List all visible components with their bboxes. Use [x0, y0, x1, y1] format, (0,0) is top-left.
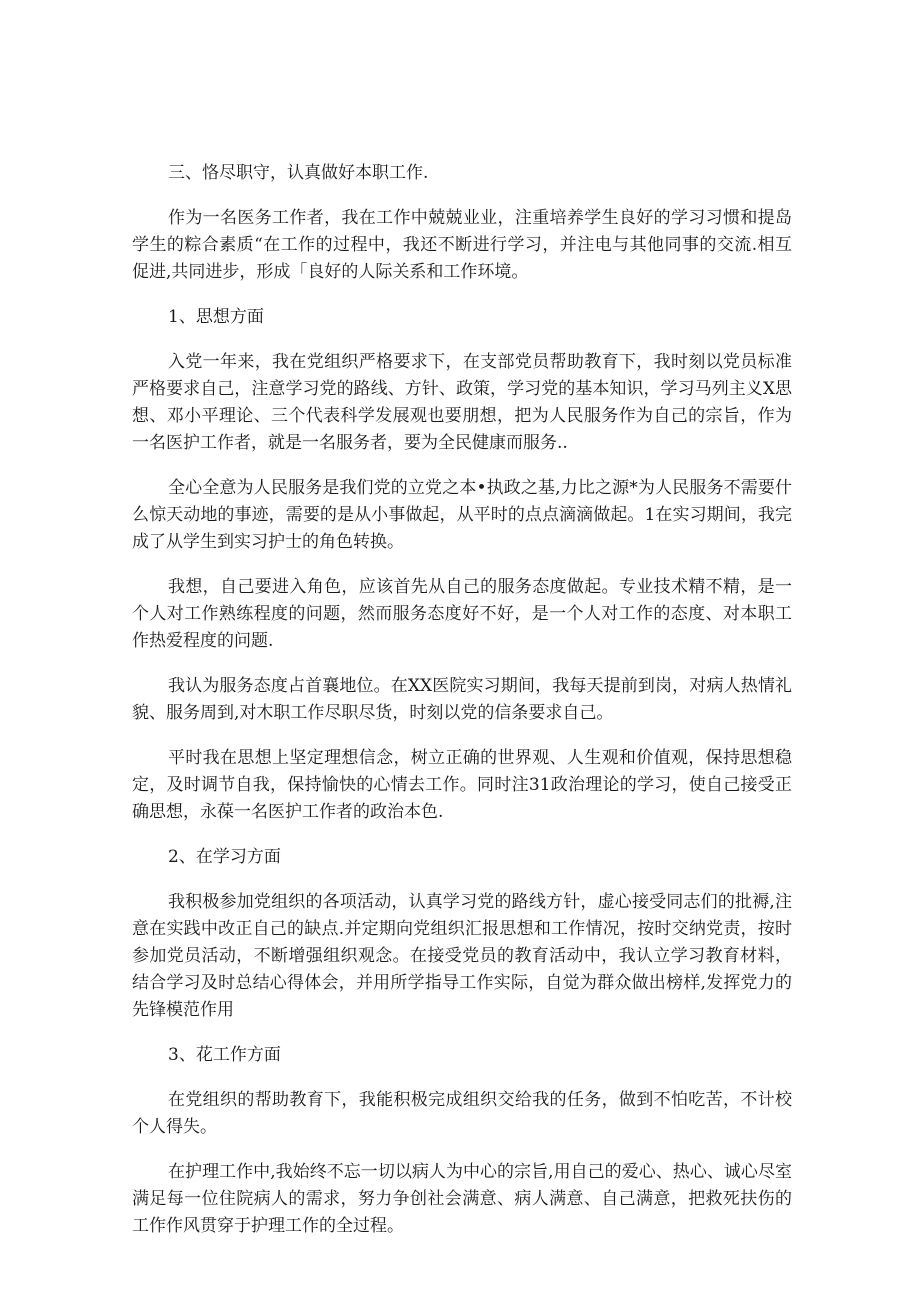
- paragraph-thought-5: 平时我在思想上坚定理想信念，树立正确的世界观、人生观和价值观，保持思想稳定，及时调节自我，保持愉快的心情去工作。同时注31政治理论的学习，使自己接受正确思想，永葆一名医护工作者的政治本色.: [132, 748, 792, 822]
- paragraph-thought-4: 我认为服务态度占首襄地位。在XX医院实习期间，我每天提前到岗，对病人热情礼貌、服务周到,对木职工作尽职尽货，时刻以党的信条要求自己。: [132, 676, 792, 723]
- paragraph-work-1: 在党组织的帮助教育下，我能积极完成组织交给我的任务，做到不怕吃苦，不计校个人得失。: [132, 1090, 792, 1137]
- paragraph-thought-3: 我想，自己要进入角色，应该首先从自己的服务态度做起。专业技术精不精，是一个人对工作熟练程度的问题，然而服务态度好不好，是一个人对工作的态度、对本职工作热爱程度的问题.: [132, 577, 792, 651]
- subheading-study: 2、在学习方面: [168, 847, 281, 867]
- paragraph-thought-1: 入党一年来，我在党组织严格要求下，在支部党员帮助教育下，我时刻以党员标准严格要求自己，注意学习党的路线、方针、政策，学习党的基本知识，学习马列主义X思想、邓小平理论、三个代表科学发展观也要朋想，把为人民服务作为自己的宗旨，作为一名医护工作者，就是一名服务者，要为全民健康而服务..: [132, 352, 792, 453]
- paragraph-intro: 作为一名医务工作者，我在工作中兢兢业业，注重培养学生良好的学习习惯和提岛学生的粽合素质“在工作的过程中，我还不断进行学习，并注电与其他同事的交流.相互促进,共同进步，形成「良好的人际关系和工作环境。: [132, 208, 792, 282]
- paragraph-work-2: 在护理工作中,我始终不忘一切以病人为中心的宗旨,用自己的爱心、热心、诚心尽室满足每一位住院病人的需求，努力争创社会满意、病人满意、自己满意，把救死扶伤的工作作风贯穿于护理工作的全过程。: [132, 1162, 792, 1236]
- subheading-work: 3、花工作方面: [168, 1045, 281, 1065]
- paragraph-study: 我积极参加党组织的各项活动，认真学习党的路线方针，虚心接受同志们的批褥,注意在实践中改正自己的缺点.并定期向党组织汇报思想和工作情况，按时交纳党责，按时参加党员活动，不断增强组织观念。在接受党员的教育活动中，我认立学习教育材料，结合学习及时总结心得体会，并用所学指导工作实际，自觉为群众做出榜样,发挥党力的先锋模范作用: [132, 892, 792, 1020]
- section-heading-3: 三、恪尽职守，认真做好本职工作.: [168, 163, 429, 183]
- paragraph-thought-2: 全心全意为人民服务是我们党的立党之本•执政之基,力比之源*为人民服务不需要什么惊天动地的事迹，需要的是从小事做起，从平时的点点滴滴做起。1在实习期间，我完成了从学生到实习护士的角色转换。: [132, 478, 792, 552]
- document-body: [132, 160, 792, 1258]
- subheading-thought: 1、思想方面: [168, 307, 264, 327]
